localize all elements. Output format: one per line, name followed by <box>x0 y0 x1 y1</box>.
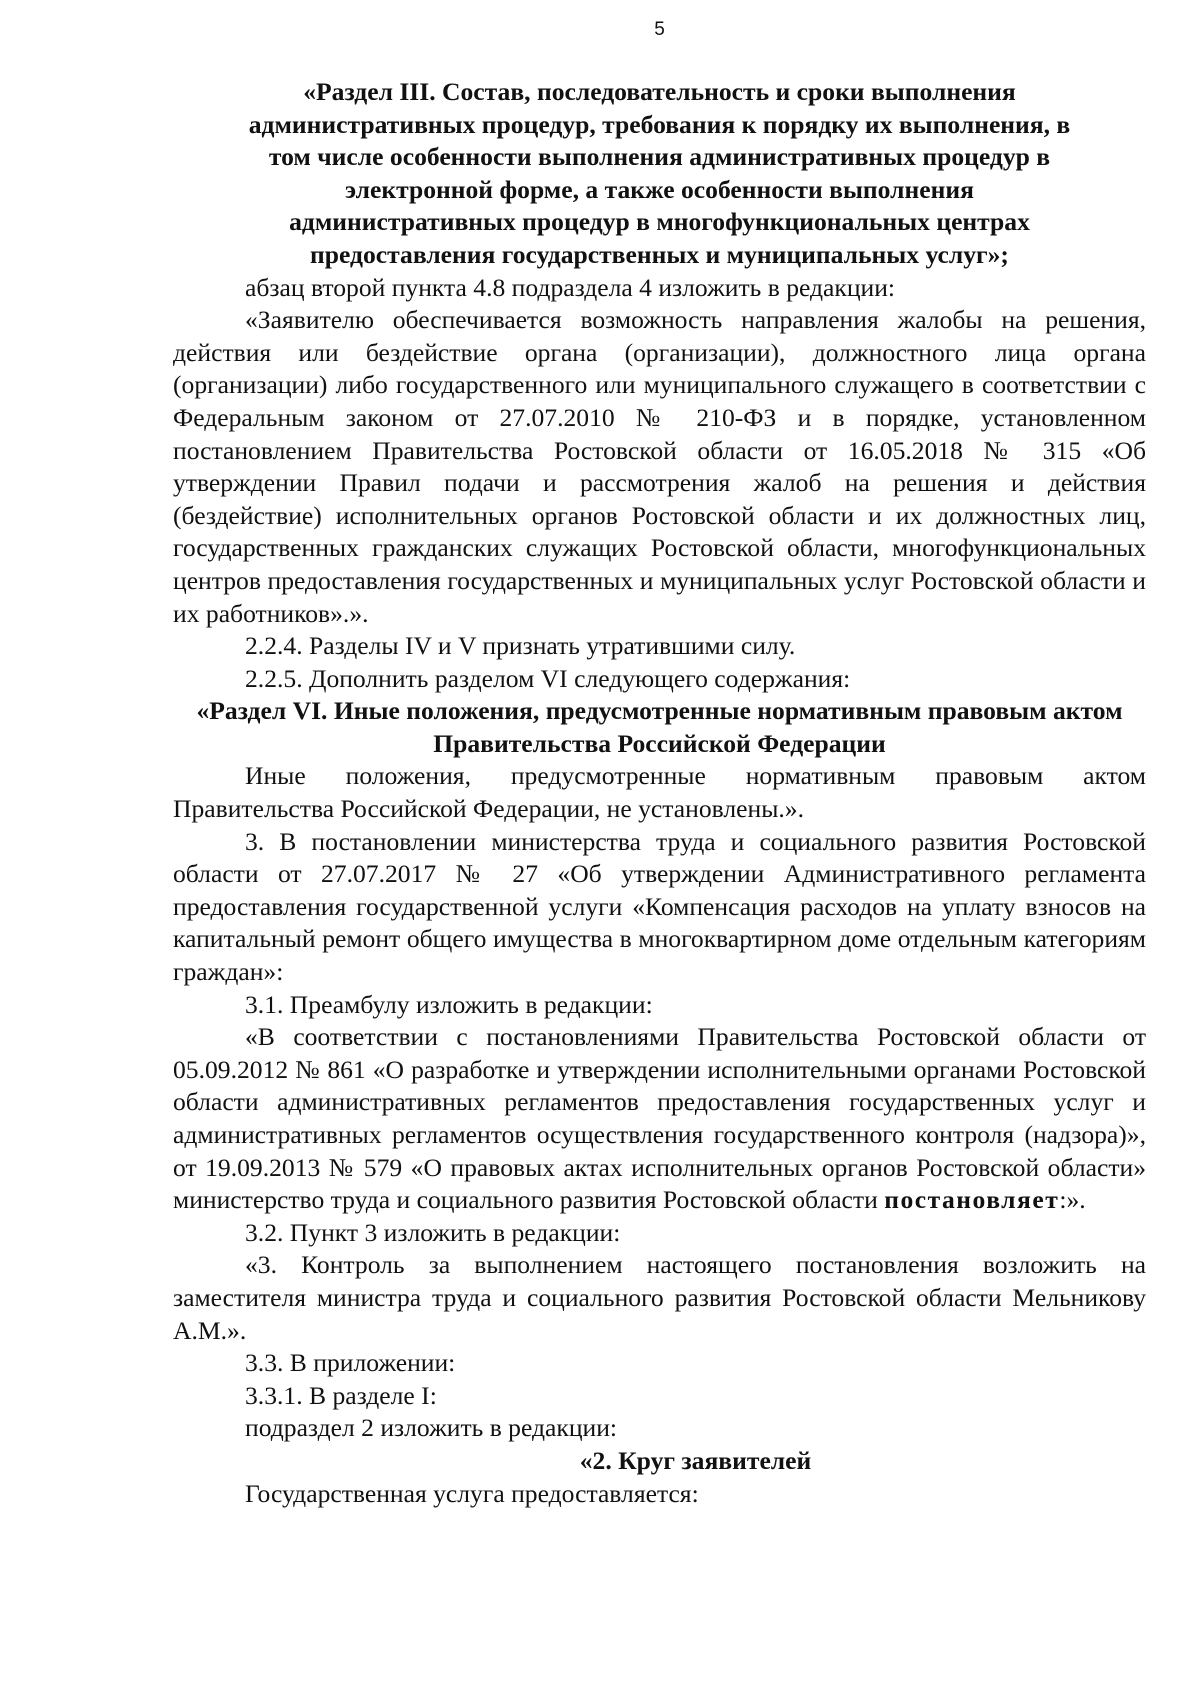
section-6-text: Иные положения, предусмотренные нормативным правовым актом Правительства Российской Федерации, не установлены.». <box>173 761 1146 824</box>
paragraph-3-1: 3.1. Преамбулу изложить в редакции: <box>245 989 653 1019</box>
paragraph-3-2-text: «3. Контроль за выполнением настоящего постановления возложить на заместителя министра труда и социального развития Ростовской области Мельникову А.М.». <box>173 1250 1146 1345</box>
paragraph-3-3: 3.3. В приложении: <box>245 1348 456 1378</box>
subsection-2-heading: «2. Круг заявителей <box>579 1445 812 1475</box>
section-3-heading: «Раздел III. Состав, последовательность и сроки выполнения административных процедур, требования к порядку их выполнения, в том числе особенности выполнения административных процедур в электронной форме, а также особенности выполнения административных процедур в многофункциональных центрах предоставления государственных и муниципальных услуг»; <box>248 77 1071 269</box>
paragraph-3-2: 3.2. Пункт 3 изложить в редакции: <box>245 1217 621 1247</box>
paragraph-3-1-text <box>173 1021 1146 1217</box>
paragraph-3: 3. В постановлении министерства труда и социального развития Ростовской области от 27.07.2017 № 27 «Об утверждении Административного регламента предоставления государственной услуги «Компенсация расходов на уплату взносов на капитальный ремонт общего имущества в многоквартирном доме отдельным категориям граждан»: <box>173 826 1146 987</box>
paragraph-2-2-5: 2.2.5. Дополнить разделом VI следующего содержания: <box>245 663 851 693</box>
paragraph-4-8-intro: абзац второй пункта 4.8 подраздела 4 изложить в редакции: <box>245 272 896 302</box>
page-number: 5 <box>654 19 665 40</box>
paragraph-last: Государственная услуга предоставляется: <box>245 1478 699 1508</box>
paragraph-subsection-2: подраздел 2 изложить в редакции: <box>245 1413 618 1443</box>
preamble-bold-word: постановляет <box>884 1185 1060 1215</box>
preamble-end: :». <box>1059 1185 1086 1215</box>
paragraph-3-3-1: 3.3.1. В разделе I: <box>245 1380 437 1410</box>
paragraph-2-2-4: 2.2.4. Разделы IV и V признать утратившими силу. <box>245 631 796 661</box>
section-6-heading: «Раздел VI. Иные положения, предусмотренные нормативным правовым актом Правительства Российской Федерации <box>196 696 1123 758</box>
paragraph-4-8-text: «Заявителю обеспечивается возможность направления жалобы на решения, действия или бездействие органа (организации), должностного лица органа (организации) либо государственного или муниципального служащего в соответствии с Федеральным законом от 27.07.2010 № 210-ФЗ и в порядке, установленном постановлением Правительства Ростовской области от 16.05.2018 № 315 «Об утверждении Правил подачи и рассмотрения жалоб на решения и действия (бездействие) исполнительных органов Ростовской области и их должностных лиц, государственных гражданских служащих Ростовской области, многофункциональных центров предоставления государственных и муниципальных услуг Ростовской области и их работников».». <box>173 305 1146 628</box>
preamble-text: «В соответствии с постановлениями Правительства Ростовской области от 05.09.2012 № 861 «О разработке и утверждении исполнительными органами Ростовской области административных регламентов предоставления государственных услуг и административных регламентов осуществления государственного контроля (надзора)», от 19.09.2013 № 579 «О правовых актах исполнительных органов Ростовской области» министерство труда и социального развития Ростовской области <box>173 1022 1146 1215</box>
document-page <box>173 18 1146 1510</box>
